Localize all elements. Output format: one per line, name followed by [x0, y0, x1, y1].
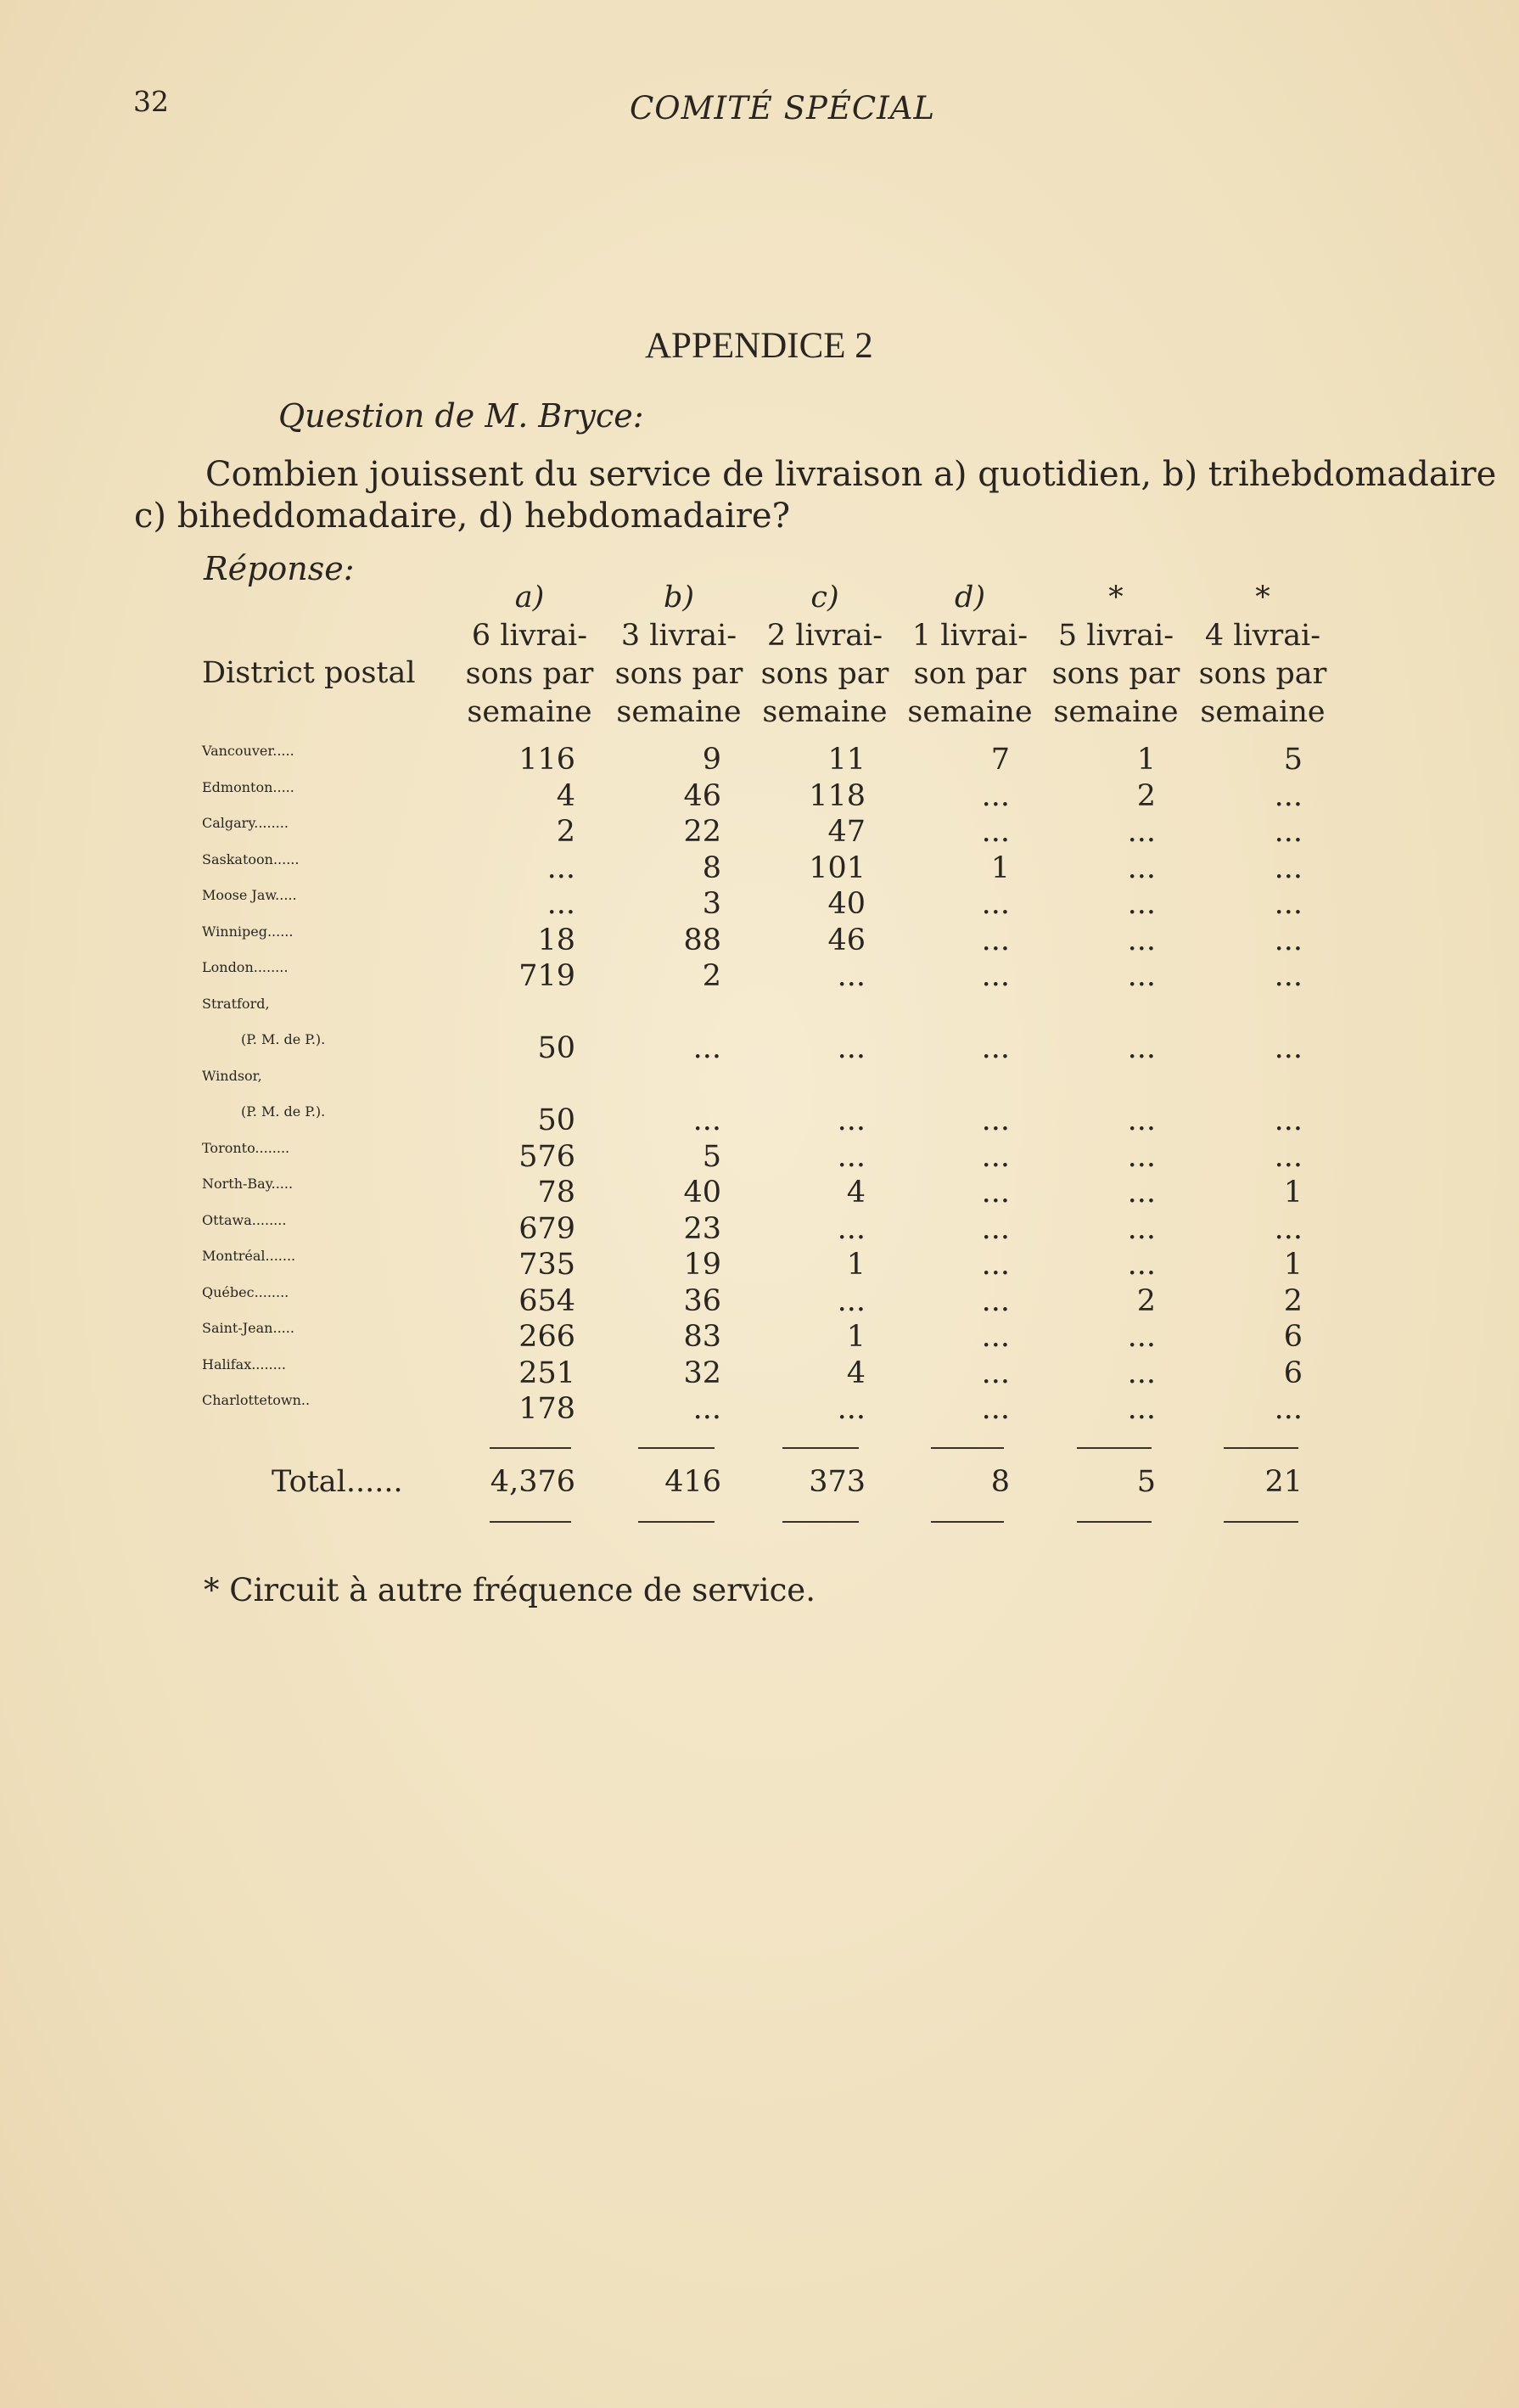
column-header — [462, 579, 597, 732]
table-cell: 46 — [827, 923, 866, 957]
total-label: Total...... — [272, 1465, 403, 1499]
table-cell: ... — [1274, 1392, 1303, 1426]
table-cell: ... — [1127, 1031, 1156, 1065]
table-cell: ... — [981, 1176, 1010, 1210]
table-cell: ... — [837, 1392, 866, 1426]
table-cell: ... — [981, 887, 1010, 921]
table-cell: 78 — [537, 1176, 575, 1210]
total-rule — [1077, 1521, 1152, 1523]
district-name: Saskatoon...... — [202, 850, 300, 867]
table-cell: ... — [1274, 1211, 1303, 1246]
column-header — [902, 579, 1038, 732]
table-cell: ... — [1274, 959, 1303, 993]
district-name: Stratford, — [202, 995, 270, 1012]
table-cell: ... — [547, 850, 575, 885]
table-cell: ... — [981, 815, 1010, 849]
column-header-line: sons par — [1198, 657, 1327, 691]
district-name: Québec........ — [202, 1283, 289, 1300]
district-name: Windsor, — [202, 1067, 262, 1084]
page-number: 32 — [133, 85, 169, 118]
table-cell: ... — [1274, 850, 1303, 885]
table-cell: ... — [1274, 887, 1303, 921]
table-cell: ... — [837, 959, 866, 993]
table-cell: ... — [1274, 923, 1303, 957]
table-cell: 654 — [518, 1283, 575, 1318]
column-header-line: 3 livrai- — [620, 619, 737, 653]
table-cell: ... — [981, 1320, 1010, 1354]
total-rule — [490, 1521, 571, 1523]
table-cell: ... — [837, 1139, 866, 1174]
table-cell: 4 — [556, 778, 575, 813]
district-name: Charlottetown.. — [202, 1392, 311, 1408]
table-cell: 88 — [683, 923, 721, 957]
table-cell: ... — [1274, 778, 1303, 813]
table-cell: 6 — [1283, 1356, 1303, 1390]
total-cell: 4,376 — [490, 1465, 575, 1499]
table-cell: ... — [692, 1103, 721, 1137]
table-cell: 679 — [518, 1211, 575, 1246]
table-cell: 1 — [1283, 1248, 1303, 1282]
question-text-line-2: c) biheddomadaire, d) hebdomadaire? — [134, 497, 791, 536]
table-cell: ... — [1127, 1248, 1156, 1282]
table-cell: ... — [1274, 1139, 1303, 1174]
total-rule — [782, 1521, 859, 1523]
table-cell: 3 — [702, 887, 721, 921]
table-cell: 251 — [518, 1356, 575, 1390]
table-cell: 47 — [827, 815, 866, 849]
table-cell: 116 — [518, 743, 575, 777]
total-rule — [490, 1447, 571, 1449]
table-cell: 1 — [846, 1248, 866, 1282]
table-cell: 19 — [683, 1248, 721, 1282]
district-name: Winnipeg...... — [202, 923, 294, 940]
column-header-line: semaine — [467, 695, 592, 729]
table-cell: 1 — [990, 850, 1010, 885]
question-label: Question de M. Bryce: — [278, 397, 644, 435]
table-cell: 2 — [556, 815, 575, 849]
table-cell: ... — [837, 1103, 866, 1137]
table-cell: 18 — [537, 923, 575, 957]
table-cell: ... — [1127, 1211, 1156, 1246]
column-letter: b) — [663, 581, 695, 615]
table-cell: ... — [981, 1283, 1010, 1318]
table-cell: 4 — [846, 1356, 866, 1390]
answer-label: Réponse: — [204, 550, 355, 587]
column-letter: d) — [954, 581, 986, 615]
district-name: London........ — [202, 959, 289, 975]
table-cell: ... — [1127, 850, 1156, 885]
table-cell: 40 — [683, 1176, 721, 1210]
table-cell: ... — [1127, 1320, 1156, 1354]
column-header-line: son par — [913, 657, 1027, 691]
table-cell: 6 — [1283, 1320, 1303, 1354]
column-header-line: 2 livrai- — [766, 619, 883, 653]
district-name: North-Bay..... — [202, 1176, 294, 1192]
district-name: Calgary........ — [202, 815, 289, 831]
table-cell: 2 — [1136, 778, 1156, 813]
total-rule — [638, 1521, 715, 1523]
table-cell: 50 — [537, 1103, 575, 1137]
total-cell: 21 — [1264, 1465, 1303, 1499]
table-cell: ... — [981, 1139, 1010, 1174]
column-header-line: semaine — [1053, 695, 1179, 729]
table-cell: 576 — [518, 1139, 575, 1174]
table-cell: 11 — [827, 743, 866, 777]
table-cell: ... — [1127, 923, 1156, 957]
table-cell: 118 — [809, 778, 866, 813]
district-name: Ottawa........ — [202, 1211, 287, 1228]
table-cell: ... — [1274, 815, 1303, 849]
district-name: Montréal....... — [202, 1248, 296, 1264]
table-cell: ... — [1127, 1176, 1156, 1210]
table-cell: 8 — [702, 850, 721, 885]
district-name: Toronto........ — [202, 1139, 290, 1156]
table-cell: ... — [981, 1031, 1010, 1065]
total-rule — [931, 1521, 1004, 1523]
district-name-continued: (P. M. de P.). — [241, 1031, 326, 1047]
column-letter: c) — [810, 581, 839, 615]
table-cell: ... — [1274, 1103, 1303, 1137]
total-cell: 8 — [990, 1465, 1010, 1499]
table-cell: ... — [1274, 1031, 1303, 1065]
table-cell: ... — [547, 887, 575, 921]
table-cell: 7 — [990, 743, 1010, 777]
table-cell: 1 — [846, 1320, 866, 1354]
table-cell: ... — [981, 1103, 1010, 1137]
running-title: COMITÉ SPÉCIAL — [630, 90, 936, 126]
table-cell: 36 — [683, 1283, 721, 1318]
column-header-line: 1 livrai- — [911, 619, 1029, 653]
column-header-line: sons par — [1051, 657, 1180, 691]
table-cell: 22 — [683, 815, 721, 849]
total-cell: 373 — [809, 1465, 866, 1499]
column-letter: a) — [514, 581, 545, 615]
column-header-line: sons par — [614, 657, 743, 691]
table-cell: 50 — [537, 1031, 575, 1065]
column-header-line: 6 livrai- — [471, 619, 588, 653]
table-cell: ... — [1127, 1139, 1156, 1174]
table-cell: 83 — [683, 1320, 721, 1354]
table-cell: 178 — [518, 1392, 575, 1426]
table-cell: 23 — [683, 1211, 721, 1246]
district-name: Saint-Jean..... — [202, 1320, 294, 1336]
table-cell: ... — [981, 1392, 1010, 1426]
column-letter: * — [1255, 581, 1270, 615]
table-cell: 5 — [702, 1139, 721, 1174]
table-cell: 32 — [683, 1356, 721, 1390]
district-name: Vancouver..... — [202, 743, 294, 759]
table-cell: 1 — [1283, 1176, 1303, 1210]
total-rule — [1224, 1447, 1298, 1449]
table-cell: 1 — [1136, 743, 1156, 777]
column-header-line: 4 livrai- — [1204, 619, 1321, 653]
table-cell: 2 — [1283, 1283, 1303, 1318]
table-cell: ... — [1127, 1392, 1156, 1426]
table-cell: ... — [837, 1211, 866, 1246]
question-text-line-1: Combien jouissent du service de livraison a) quotidien, b) trihebdomadaire — [205, 455, 1497, 494]
district-column-header: District postal — [202, 656, 416, 690]
table-cell: ... — [692, 1031, 721, 1065]
table-cell: ... — [981, 923, 1010, 957]
column-header-line: 5 livrai- — [1057, 619, 1174, 653]
table-cell: 735 — [518, 1248, 575, 1282]
column-header — [757, 579, 893, 732]
table-cell: ... — [981, 778, 1010, 813]
table-cell: ... — [1127, 1356, 1156, 1390]
total-rule — [638, 1447, 715, 1449]
column-letter: * — [1108, 581, 1124, 615]
table-cell: ... — [1127, 815, 1156, 849]
column-header-line: semaine — [616, 695, 742, 729]
column-header-line: semaine — [762, 695, 888, 729]
table-cell: ... — [981, 1356, 1010, 1390]
table-cell: ... — [981, 1248, 1010, 1282]
table-cell: ... — [1127, 887, 1156, 921]
table-cell: 2 — [702, 959, 721, 993]
total-rule — [782, 1447, 859, 1449]
district-name: Halifax........ — [202, 1356, 286, 1372]
total-rule — [1077, 1447, 1152, 1449]
table-cell: 9 — [702, 743, 721, 777]
table-cell: 5 — [1283, 743, 1303, 777]
table-cell: ... — [692, 1392, 721, 1426]
column-header — [1048, 579, 1184, 732]
table-cell: 40 — [827, 887, 866, 921]
table-cell: ... — [981, 1211, 1010, 1246]
column-header — [1195, 579, 1331, 732]
table-cell: 4 — [846, 1176, 866, 1210]
table-cell: 101 — [809, 850, 866, 885]
table-cell: ... — [837, 1031, 866, 1065]
total-cell: 416 — [664, 1465, 721, 1499]
table-cell: 46 — [683, 778, 721, 813]
district-name: Edmonton..... — [202, 778, 294, 795]
total-rule — [1224, 1521, 1298, 1523]
table-cell: 2 — [1136, 1283, 1156, 1318]
column-header — [611, 579, 747, 732]
appendix-title: APPENDICE 2 — [645, 326, 873, 366]
table-cell: ... — [1127, 959, 1156, 993]
column-header-line: semaine — [907, 695, 1033, 729]
table-cell: ... — [981, 959, 1010, 993]
column-header-line: sons par — [465, 657, 594, 691]
table-cell: 719 — [518, 959, 575, 993]
column-header-line: semaine — [1200, 695, 1326, 729]
table-cell: ... — [837, 1283, 866, 1318]
district-name-continued: (P. M. de P.). — [241, 1103, 326, 1120]
column-header-line: sons par — [760, 657, 889, 691]
total-rule — [931, 1447, 1004, 1449]
table-cell: 266 — [518, 1320, 575, 1354]
total-cell: 5 — [1136, 1465, 1156, 1499]
footnote: * Circuit à autre fréquence de service. — [204, 1572, 816, 1608]
table-cell: ... — [1127, 1103, 1156, 1137]
district-name: Moose Jaw..... — [202, 887, 297, 903]
